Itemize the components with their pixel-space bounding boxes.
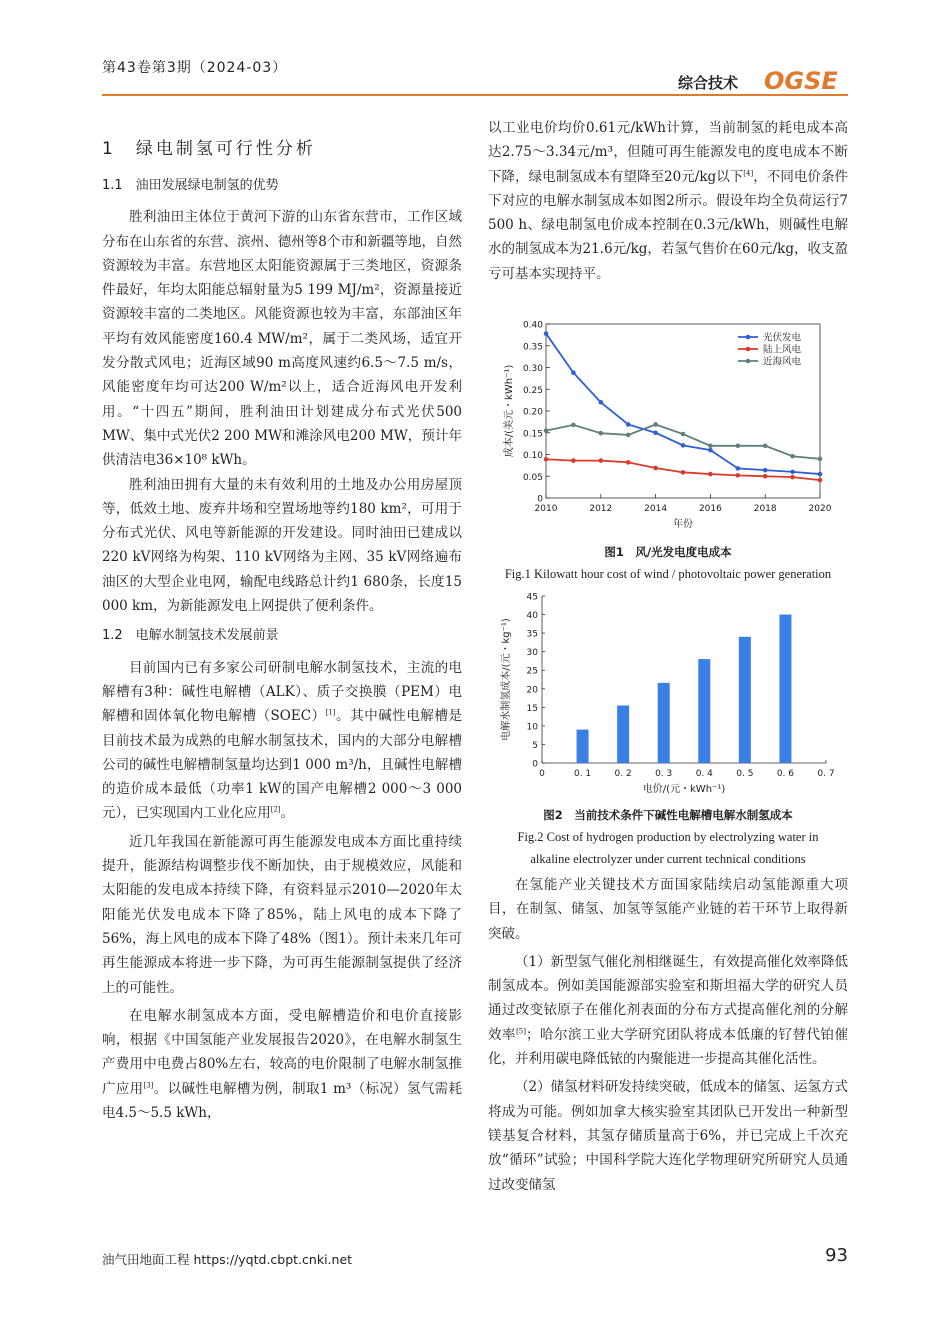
series-1-point [790, 470, 795, 475]
y-tick-label: 0.25 [522, 385, 543, 396]
series-2-point [818, 478, 823, 483]
bar-6 [779, 615, 791, 763]
journal-logo [762, 66, 848, 94]
p6-text-a: 以工业电价均价0.61元/kWh计算，当前制氢的耗电成本高达2.75～3.34元/m³，但随可再生能源发电的度电成本不断下降，绿电制氢成本有望降至20元/kg以下 [488, 120, 848, 185]
x-tick-label: 0. 7 [817, 769, 835, 779]
ref-4: [4] [743, 169, 754, 178]
paragraph-9: （2）储氢材料研发持续突破，低成本的储氢、运氢方式将成为可能。例如加拿大核实验室其团队已开发出一种新型镁基复合材料，其氢存储质量高于6%，并已完成上千次充放“循环”试验；中国科学院大连化学物理研究所研究人员通过改变储氢 [488, 1079, 848, 1193]
series-1-point [544, 331, 549, 336]
series-2-point [763, 474, 768, 479]
x-tick-label: 2012 [589, 504, 613, 514]
paragraph-2: 胜利油田拥有大量的未有效利用的土地及办公用房屋顶等，低效土地、废弃井场和空置场地等约180 km²，可用于分布式光伏、风电等新能源的开发建设。同时油田已建成以220 kV网络为构架、110 kV网络为主网、35 kV网络遍布油区的大型企业电网，输配电线路总计约1 680条，长度15 000 km，为新能源发电上网提供了便利条件。 [102, 476, 462, 615]
figure-2-caption-cn: 图2 当前技术条件下碱性电解槽电解水制氢成本 [543, 808, 793, 822]
figure-2-caption-en-2: alkaline electrolyzer under current technical conditions [530, 852, 806, 866]
series-3-point [571, 423, 576, 428]
series-3-point [818, 457, 823, 462]
footer-journal: 油气田地面工程 https://yqtd.cbpt.cnki.net [102, 1252, 353, 1267]
series-line-2 [546, 459, 820, 480]
x-tick-label: 0. 5 [736, 769, 754, 779]
series-3-point [708, 444, 713, 449]
p3-text-b: 。其中碱性电解槽是目前技术最为成熟的电解水制氢技术，国内的大部分电解槽公司的碱性电解槽制氢量均达到1 000 m³/h，且碱性电解槽的造价成本最低（功率1 kW的国产电解槽2 000～3 000元），已实现国内工业化应用 [102, 708, 462, 822]
ref-1: [1] [325, 708, 336, 717]
figure-2-chart [498, 590, 848, 800]
series-1-point [681, 443, 686, 448]
p5-text-b: 。以碱性电解槽为例，制取1 m³（标况）氢气需耗电4.5～5.5 kWh， [102, 1080, 463, 1121]
bar-1 [577, 730, 589, 763]
y-tick-label: 0.15 [522, 429, 543, 440]
figure-1-chart [498, 316, 848, 534]
subsection-1-1-title: 1.1 油田发展绿电制氢的优势 [102, 178, 279, 193]
series-line-3 [546, 424, 820, 458]
y-tick-label: 0 [532, 759, 538, 770]
series-1-point [599, 400, 604, 405]
y-tick-label: 0 [537, 494, 543, 505]
y-tick-label: 40 [526, 611, 538, 622]
series-3-point [681, 432, 686, 437]
y-tick-label: 0.40 [522, 320, 543, 331]
y-tick-label: 0.30 [522, 364, 543, 374]
header-rule [102, 94, 848, 96]
p5-text-a: 在电解水制氢成本方面，受电解槽造价和电价直接影响，根据《中国氢能产业发展报告2020》，在电解水制氢生产费用中电费占80%左右，较高的电价限制了电解水制氢推广应用 [102, 1007, 462, 1097]
figure-1-caption [488, 541, 848, 585]
x-tick-label: 0. 4 [695, 769, 713, 779]
legend-label-3: 近海风电 [763, 356, 802, 368]
y-tick-label: 0.20 [522, 407, 543, 418]
legend-label-2: 陆上风电 [763, 344, 802, 356]
y-axis-label: 电解水制氢成本/(元・kg⁻¹) [501, 618, 512, 741]
x-tick-label: 0. 1 [573, 769, 592, 779]
series-2-point [681, 470, 686, 475]
series-2-point [599, 458, 604, 463]
bar-2 [617, 705, 629, 763]
x-tick-label: 0. 6 [776, 769, 795, 779]
series-2-point [736, 473, 741, 478]
x-tick-label: 0. 3 [655, 769, 673, 779]
figure-2-caption [488, 804, 848, 870]
x-tick-label: 0 [539, 769, 545, 779]
legend-marker-2 [746, 347, 751, 352]
right-column-bottom [488, 873, 848, 1197]
y-tick-label: 10 [526, 722, 538, 733]
column-title: 综合技术 [678, 74, 739, 92]
legend-label-1: 光伏发电 [763, 332, 802, 344]
series-3-point [626, 433, 631, 438]
paragraph-4: 近几年我国在新能源可再生能源发电成本方面比重持续提升，能源结构调整步伐不断加快，由于规模效应，风能和太阳能的发电成本持续下降，有资料显示2010—2020年太阳能光伏发电成本下降了85%，陆上风电的成本下降了56%，海上风电的成本下降了48%（图1）。预计未来几年可再生能源成本将进一步下降，为可再生能源制氢提供了经济上的可能性。 [102, 833, 462, 996]
series-2-point [544, 457, 549, 462]
series-1-point [653, 430, 658, 435]
y-tick-label: 15 [526, 703, 538, 714]
series-3-point [599, 431, 604, 436]
y-tick-label: 0.35 [522, 342, 543, 353]
paragraph-1: 胜利油田主体位于黄河下游的山东省东营市，工作区域分布在山东省的东营、滨州、德州等8个市和新疆等地，自然资源较为丰富。东营地区太阳能资源属于三类地区，资源条件最好，年均太阳能总辐射量为5 199 MJ/m²，资源量接近资源较丰富的二类地区。风能资源也较为丰富，东部油区年平均有效风能密度160.4 MW/m²，属于二类风场，适宜开发分散式风电；近海区域90 m高度风速约6.5～7.5 m/s，风能密度年均可达200 W/m²以上，适合近海风电开发利用。“十四五”期间，胜利油田计划建成分布式光伏500 MW、集中式光伏2 200 MW和滩涂风电200 MW，预计年供清洁电36×10⁸ kWh。 [102, 209, 462, 469]
ref-3: [3] [143, 1081, 154, 1090]
right-column-top [488, 116, 848, 286]
series-1-point [626, 422, 631, 427]
paragraph-8 [488, 950, 848, 1071]
series-3-point [790, 454, 795, 459]
series-3-point [653, 422, 658, 427]
series-3-point [544, 428, 549, 433]
x-tick-label: 0. 2 [614, 769, 632, 779]
paragraph-7: 在氢能产业关键技术方面国家陆续启动氢能源重大项目，在制氢、储氢、加氢等氢能产业链的若干环节上取得新突破。 [488, 877, 848, 942]
series-2-point [626, 460, 631, 465]
figure-2-caption-en-1: Fig.2 Cost of hydrogen production by electrolyzing water in [517, 830, 819, 844]
x-tick-label: 2014 [644, 504, 668, 514]
series-1-point [571, 370, 576, 375]
x-axis-label: 电价/(元・kWh⁻¹) [642, 784, 726, 795]
series-3-point [736, 444, 741, 449]
figure-1-caption-cn: 图1 风/光发电度电成本 [604, 545, 732, 559]
section-title: 1 绿电制氢可行性分析 [102, 139, 316, 159]
y-tick-label: 20 [526, 685, 538, 696]
y-tick-label: 0.10 [522, 451, 543, 461]
series-1-point [763, 468, 768, 473]
figure-1-caption-en: Fig.1 Kilowatt hour cost of wind / photovoltaic power generation [504, 567, 832, 581]
y-tick-label: 35 [526, 629, 538, 640]
subsection-1-2-title: 1.2 电解水制氢技术发展前景 [102, 628, 279, 644]
left-column [102, 174, 462, 1125]
logo-text: OGSE [764, 67, 838, 94]
y-tick-label: 30 [526, 648, 538, 659]
p8-text-b: ；哈尔滨工业大学研究团队将成本低廉的钌替代铂催化，并利用碳电降低铱的内聚能进一步提高其催化活性。 [488, 1026, 849, 1068]
bar-3 [658, 683, 670, 763]
y-tick-label: 25 [526, 666, 538, 677]
legend-marker-3 [746, 359, 751, 364]
bar-5 [739, 637, 751, 763]
x-tick-label: 2016 [698, 504, 722, 514]
y-tick-label: 0.05 [522, 472, 543, 483]
p3-text-a: 目前国内已有多家公司研制电解水制氢技术，主流的电解槽有3种：碱性电解槽（ALK）、质子交换膜（PEM）电解槽和固体氧化物电解槽（SOEC） [102, 659, 462, 725]
series-2-point [790, 475, 795, 480]
issue-label: 第43卷第3期（2024-03） [102, 60, 288, 76]
y-axis-label: 成本/(美元・kWh⁻¹) [504, 364, 515, 458]
legend-marker-1 [746, 335, 751, 340]
series-3-point [763, 444, 768, 449]
x-tick-label: 2018 [753, 504, 777, 514]
bar-4 [698, 659, 710, 763]
paragraph-6 [488, 116, 848, 286]
ref-5: [5] [516, 1027, 526, 1036]
y-tick-label: 45 [526, 592, 538, 603]
p3-text-c: 。 [280, 805, 295, 822]
series-1-point [708, 448, 713, 453]
series-2-point [708, 472, 713, 477]
y-tick-label: 5 [532, 740, 538, 751]
paragraph-5 [102, 1004, 462, 1125]
x-tick-label: 2010 [534, 504, 558, 514]
x-tick-label: 2020 [808, 504, 832, 514]
p6-text-b: ，不同电价条件下对应的电解水制氢成本如图2所示。假设年均全负荷运行7 500 h、绿电制氢电价成本控制在0.3元/kWh，则碱性电解水的制氢成本为21.6元/kg，若氢气售价在60元/kg，收支盈亏可基本实现持平。 [488, 168, 848, 282]
series-2-point [653, 466, 658, 471]
series-1-point [736, 466, 741, 471]
series-2-point [571, 458, 576, 463]
x-axis-label: 年份 [673, 519, 693, 530]
series-1-point [818, 472, 823, 477]
p8-text-a: （1）新型氢气催化剂相继诞生，有效提高催化效率降低制氢成本。例如美国能源部实验室和斯坦福大学的研究人员通过改变铱原子在催化剂表面的分布方式提高催化剂的分解效率 [488, 953, 848, 1043]
ref-2: [2] [270, 805, 281, 814]
paragraph-3 [102, 656, 462, 826]
page-number: 93 [825, 1245, 848, 1266]
